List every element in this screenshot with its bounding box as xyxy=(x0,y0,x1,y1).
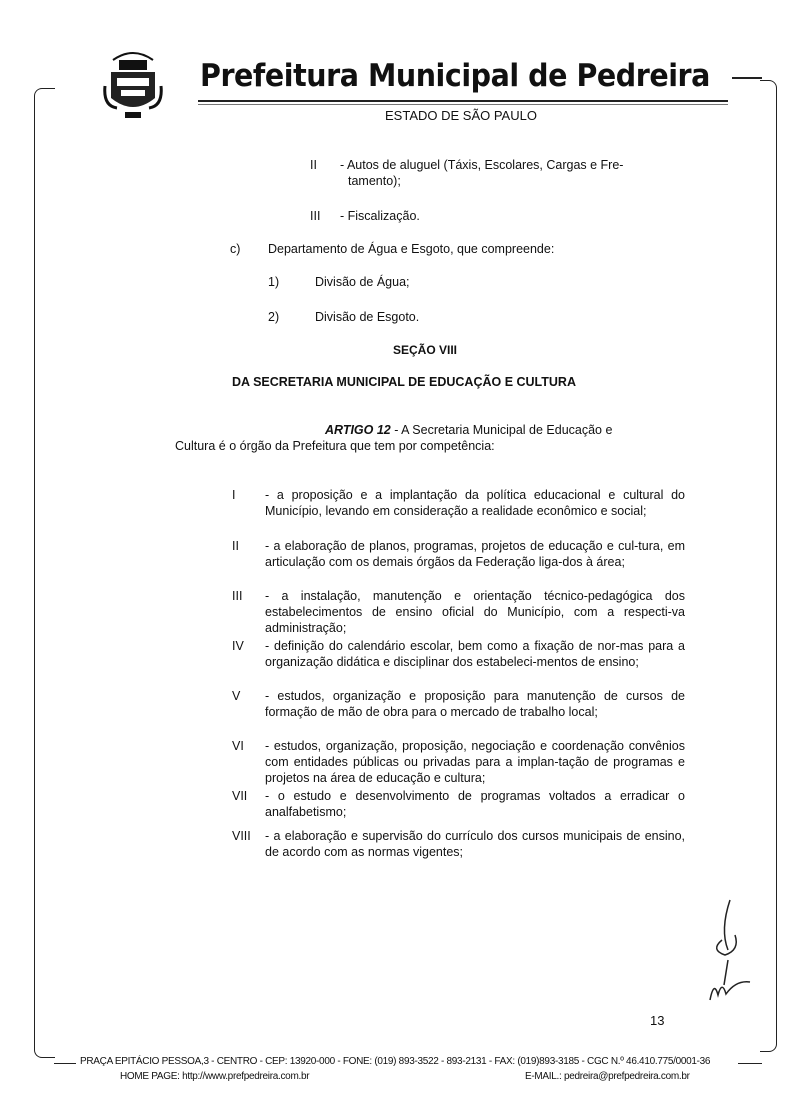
item-text: - estudos, organização, proposição, negociação e coordenação convênios com entidades públicas ou privadas para a implan-tação de programas e projetos na área de educação e cultura; xyxy=(265,739,685,785)
section-subtitle: DA SECRETARIA MUNICIPAL DE EDUCAÇÃO E CULTURA xyxy=(232,375,576,389)
item-text: - a elaboração e supervisão do currículo dos cursos municipais de ensino, de acordo com as normas vigentes; xyxy=(265,829,685,859)
item-text: - Fiscalização. xyxy=(340,209,420,223)
item-num: II xyxy=(232,539,239,553)
footer-rule-right xyxy=(738,1063,762,1064)
item-num: II xyxy=(310,158,317,172)
frame-left xyxy=(34,88,55,1058)
item-text: - a elaboração de planos, programas, projetos de educação e cul-tura, em articulação com os demais órgãos da Federação liga-dos à área; xyxy=(265,539,685,569)
footer-address: PRAÇA EPITÁCIO PESSOA,3 - CENTRO - CEP: 13920-000 - FONE: (019) 893-3522 - 893-2131 - FAX: (019)893-3185 - CGC N.º 46.410.775/0001-36 xyxy=(80,1056,711,1067)
item-text: - estudos, organização e proposição para manutenção de cursos de formação de mão de obra para o mercado de trabalho local; xyxy=(265,689,685,719)
item-num: I xyxy=(232,488,236,502)
article-intro xyxy=(175,422,685,454)
header-title: Prefeitura Municipal de Pedreira xyxy=(200,58,710,94)
section-title: SEÇÃO VIII xyxy=(392,343,457,357)
item-text: - definição do calendário escolar, bem como a fixação de nor-mas para a organização didática e disciplinar dos estabeleci-mentos de ensino; xyxy=(265,639,685,669)
item-num: III xyxy=(310,209,321,223)
footer-rule-left xyxy=(54,1063,76,1064)
header-rule xyxy=(198,100,728,102)
item-num: IV xyxy=(232,639,244,653)
item-text: - a instalação, manutenção e orientação técnico-pedagógica dos estabelecimentos de ensino oficial do Município, com a respecti-va administração; xyxy=(265,589,685,635)
item-text: - o estudo e desenvolvimento de programas voltados a erradicar o analfabetismo; xyxy=(265,789,685,819)
item-num: III xyxy=(232,589,243,603)
signature xyxy=(700,890,770,1015)
dept-num: c) xyxy=(230,242,241,256)
header-rule-right xyxy=(732,77,762,79)
item-num: VIII xyxy=(232,829,251,843)
item-line: tamento); xyxy=(348,174,401,188)
dept-text: Departamento de Água e Esgoto, que compreende: xyxy=(268,242,555,256)
division-num: 1) xyxy=(268,275,280,289)
item-num: V xyxy=(232,689,241,703)
division-num: 2) xyxy=(268,310,280,324)
item-text xyxy=(340,157,670,189)
item-text: - a proposição e a implantação da política educacional e cultural do Município, levando em consideração a realidade econômico e social; xyxy=(265,488,685,518)
footer-homepage[interactable]: HOME PAGE: http://www.prefpedreira.com.br xyxy=(120,1071,310,1082)
item-line: - Autos de aluguel (Táxis, Escolares, Cargas e Fre- xyxy=(340,158,624,172)
article-line2: Cultura é o órgão da Prefeitura que tem por competência: xyxy=(175,439,495,453)
page-number: 13 xyxy=(650,1013,665,1028)
division-text: Divisão de Esgoto. xyxy=(315,310,420,324)
municipal-crest xyxy=(103,46,163,124)
header-rule-thin xyxy=(198,104,728,105)
article-label: ARTIGO 12 xyxy=(325,423,391,437)
footer-email[interactable]: E-MAIL.: pedreira@prefpedreira.com.br xyxy=(525,1071,690,1082)
article-line1: - A Secretaria Municipal de Educação e xyxy=(390,423,613,437)
item-num: VI xyxy=(232,739,244,753)
division-text: Divisão de Água; xyxy=(315,275,410,289)
header-state: ESTADO DE SÃO PAULO xyxy=(385,108,537,123)
item-num: VII xyxy=(232,789,248,803)
